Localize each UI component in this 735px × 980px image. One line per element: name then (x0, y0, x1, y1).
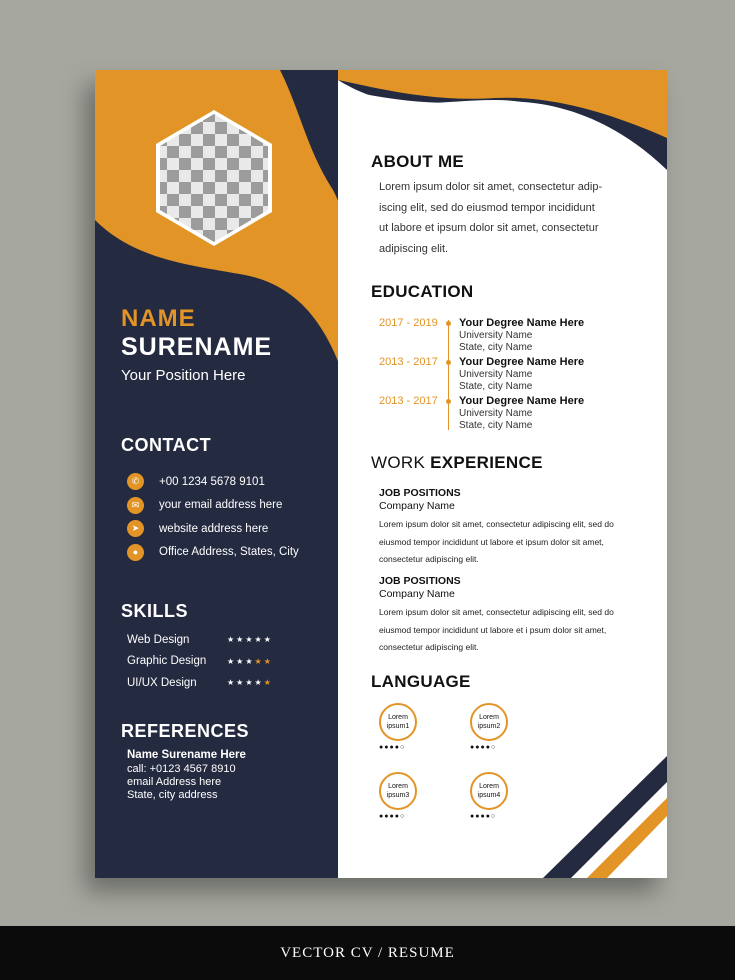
contact-address-text: Office Address, States, City (159, 546, 299, 559)
star-empty-icon: ★ (263, 656, 273, 666)
level-dot-filled: ● (379, 813, 385, 820)
language-item (379, 772, 439, 820)
language-name-line: ipsum3 (386, 792, 410, 799)
language-name-line: ipsum2 (477, 723, 501, 730)
reference-call: call: +0123 4567 8910 (127, 763, 236, 775)
education-university: University Name (459, 408, 533, 419)
cursor-icon: ➤ (127, 520, 144, 537)
about-heading: ABOUT ME (371, 152, 465, 171)
about-line: adipiscing elit. (379, 242, 449, 255)
job-description (379, 604, 641, 657)
job-description-line: consectetur adipiscing elit. (379, 554, 479, 564)
reference-email: email Address here (127, 776, 222, 788)
skill-item (127, 629, 287, 651)
level-dot-filled: ● (485, 744, 491, 751)
contact-email (127, 494, 347, 518)
star-filled-icon: ★ (227, 678, 237, 688)
language-name-line: Lorem (388, 783, 408, 790)
education-item (379, 395, 629, 434)
job-description-line: Lorem ipsum dolor sit amet, consectetur adipiscing elit, sed do (379, 607, 614, 617)
skill-name: UI/UX Design (127, 676, 197, 689)
contact-heading: CONTACT (121, 435, 212, 455)
star-filled-icon: ★ (263, 635, 273, 645)
language-item (379, 703, 439, 751)
skill-name: Graphic Design (127, 655, 207, 668)
star-filled-icon: ★ (245, 656, 255, 666)
star-filled-icon: ★ (245, 678, 255, 688)
education-years: 2017 - 2019 (379, 317, 438, 329)
level-dot-filled: ● (470, 744, 476, 751)
contact-address (127, 541, 347, 565)
location-icon: ● (127, 544, 144, 561)
resume-page (95, 70, 667, 878)
level-dot-filled: ● (384, 813, 390, 820)
level-dot-filled: ● (480, 744, 486, 751)
level-dot-filled: ● (480, 813, 486, 820)
language-badge (379, 772, 417, 810)
first-name: NAME (121, 305, 196, 332)
language-badge (379, 703, 417, 741)
education-years: 2013 - 2017 (379, 356, 438, 368)
language-name-line: ipsum1 (386, 723, 410, 730)
level-dot-filled: ● (470, 813, 476, 820)
star-filled-icon: ★ (236, 656, 246, 666)
skills-heading: SKILLS (121, 601, 189, 621)
level-dot-filled: ● (394, 744, 400, 751)
experience-heading-bold: EXPERIENCE (430, 453, 543, 472)
level-dot-empty: ○ (490, 744, 497, 751)
references-heading: REFERENCES (121, 721, 250, 741)
surname: SURENAME (121, 333, 273, 361)
about-line: iscing elit, sed do eiusmod tempor incididunt (379, 201, 595, 214)
skill-rating (227, 678, 273, 687)
language-name-line: Lorem (479, 783, 499, 790)
reference-address: State, city address (127, 789, 218, 801)
job-description (379, 516, 641, 569)
job-description-line: Lorem ipsum dolor sit amet, consectetur adipiscing elit, sed do (379, 519, 614, 529)
star-filled-icon: ★ (254, 635, 264, 645)
skill-rating (227, 635, 273, 644)
level-dot-filled: ● (379, 744, 385, 751)
skill-item (127, 651, 287, 673)
star-filled-icon: ★ (236, 678, 246, 688)
experience-heading (371, 453, 543, 473)
language-heading: LANGUAGE (371, 672, 471, 691)
level-dot-empty: ○ (399, 813, 406, 820)
contact-website (127, 517, 347, 541)
star-filled-icon: ★ (236, 635, 246, 645)
job-description-line: eiusmod tempor incididunt ut labore et i psum dolor sit amet, (379, 624, 607, 635)
profile-photo-placeholder (155, 110, 273, 246)
timeline-dot (446, 321, 451, 326)
education-item (379, 356, 629, 395)
job-entry (379, 487, 641, 569)
phone-icon: ✆ (127, 473, 144, 490)
job-company: Company Name (379, 588, 455, 600)
level-dot-filled: ● (475, 813, 481, 820)
language-badge (470, 703, 508, 741)
contact-phone (127, 470, 347, 494)
skill-name: Web Design (127, 633, 190, 646)
education-years: 2013 - 2017 (379, 395, 438, 407)
level-dot-filled: ● (475, 744, 481, 751)
education-list (379, 317, 629, 434)
footer-banner (0, 926, 735, 980)
level-dot-filled: ● (485, 813, 491, 820)
level-dot-filled: ● (389, 744, 395, 751)
position-title: Your Position Here (121, 367, 246, 384)
star-filled-icon: ★ (245, 635, 255, 645)
star-filled-icon: ★ (227, 635, 237, 645)
education-degree: Your Degree Name Here (459, 356, 585, 368)
timeline-dot (446, 399, 451, 404)
language-item (470, 703, 530, 751)
contact-list (127, 470, 347, 564)
education-item (379, 317, 629, 356)
star-filled-icon: ★ (227, 656, 237, 666)
job-description-line: eiusmod tempor incididunt ut labore et ipsum dolor sit amet, (379, 536, 604, 547)
education-location: State, city Name (459, 420, 533, 431)
experience-heading-light: WORK (371, 453, 426, 472)
level-dot-empty: ○ (490, 813, 497, 820)
language-level (470, 813, 530, 820)
language-name-line: Lorem (479, 714, 499, 721)
skill-item (127, 672, 287, 694)
level-dot-filled: ● (394, 813, 400, 820)
language-name-line: ipsum4 (477, 792, 501, 799)
about-line: Lorem ipsum dolor sit amet, consectetur adip- (379, 181, 603, 193)
education-location: State, city Name (459, 381, 533, 392)
education-degree: Your Degree Name Here (459, 317, 585, 329)
job-entry (379, 575, 641, 657)
language-name-line: Lorem (388, 714, 408, 721)
star-empty-icon: ★ (263, 678, 273, 688)
skills-list (127, 629, 287, 694)
star-filled-icon: ★ (254, 678, 264, 688)
education-university: University Name (459, 330, 533, 341)
language-level (379, 744, 439, 751)
reference-name: Name Surename Here (127, 749, 246, 761)
skill-rating (227, 657, 273, 666)
contact-phone-text: +00 1234 5678 9101 (159, 475, 265, 488)
language-level (470, 744, 530, 751)
level-dot-filled: ● (384, 744, 390, 751)
education-location: State, city Name (459, 342, 533, 353)
contact-email-text: your email address here (159, 499, 283, 512)
language-badge (470, 772, 508, 810)
email-icon: ✉ (127, 497, 144, 514)
job-company: Company Name (379, 500, 455, 512)
about-text (379, 177, 631, 259)
education-heading: EDUCATION (371, 282, 474, 301)
education-university: University Name (459, 369, 533, 380)
contact-website-text: website address here (159, 522, 269, 535)
language-level (379, 813, 439, 820)
education-degree: Your Degree Name Here (459, 395, 585, 407)
about-line: ut labore et ipsum dolor sit amet, consectetur (379, 222, 599, 234)
job-title: JOB POSITIONS (379, 575, 461, 587)
language-item (470, 772, 530, 820)
timeline-dot (446, 360, 451, 365)
job-description-line: consectetur adipiscing elit. (379, 642, 479, 652)
job-title: JOB POSITIONS (379, 487, 461, 499)
level-dot-filled: ● (389, 813, 395, 820)
star-empty-icon: ★ (254, 656, 264, 666)
level-dot-empty: ○ (399, 744, 406, 751)
footer-label: VECTOR CV / RESUME (280, 944, 455, 961)
